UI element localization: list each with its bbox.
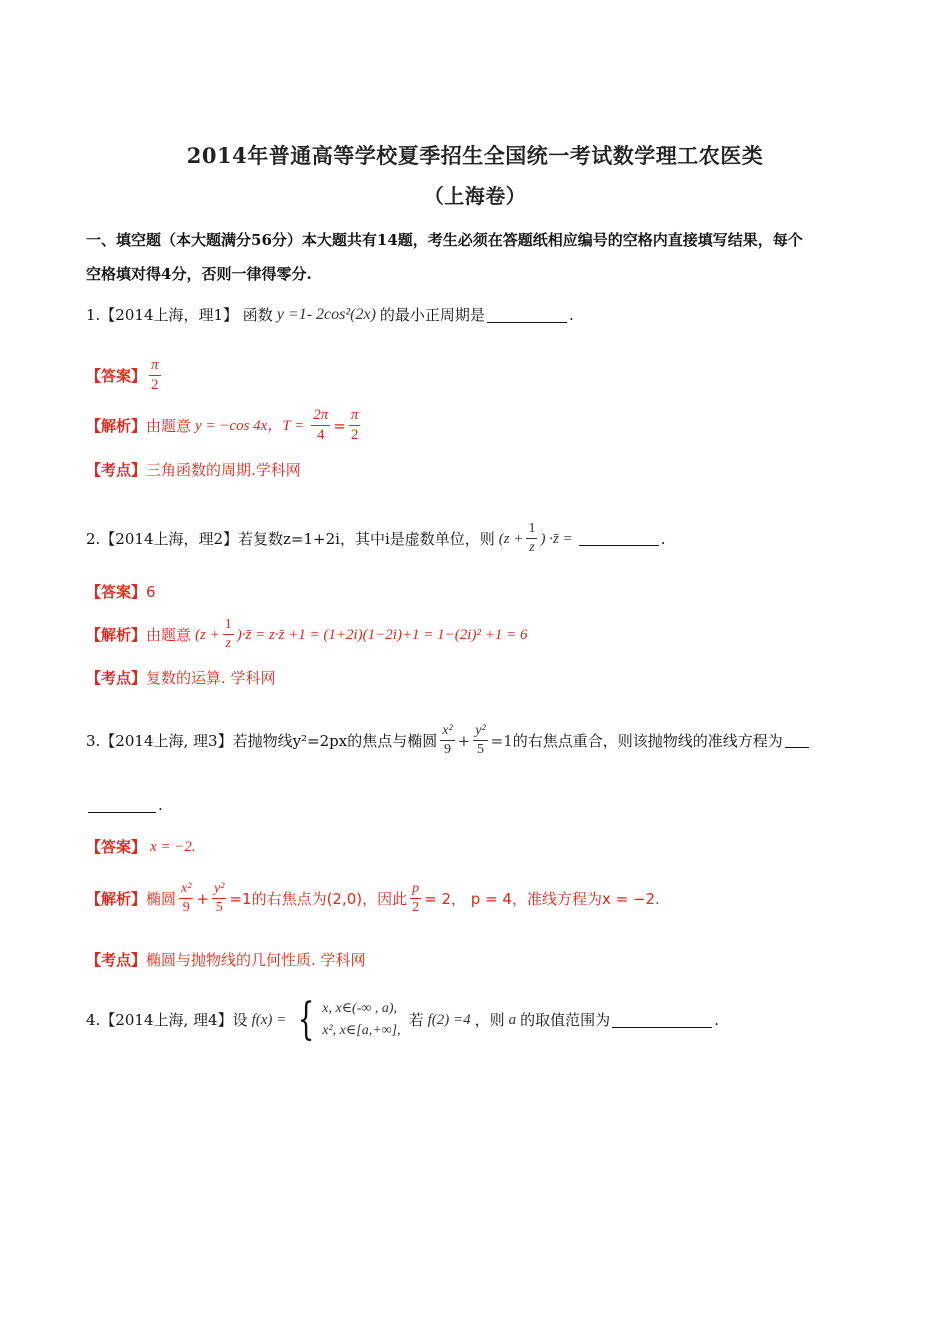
question-3-fraction-1: [440, 724, 454, 757]
analysis-text-2: =1的右焦点为(2,0)，因此: [229, 889, 408, 908]
point-text: 复数的运算. 学科网: [146, 669, 276, 687]
question-3-fraction-2: [473, 724, 487, 757]
answer-tag: 【答案】: [86, 838, 147, 856]
analysis-text: 由题意: [146, 625, 192, 644]
question-1-suffix: 的最小正周期是: [379, 306, 485, 324]
question-4-suffix: 的取值范围为: [520, 1011, 611, 1029]
question-1-analysis: [86, 408, 876, 443]
answer-blank: [579, 531, 659, 546]
question-4: [86, 994, 876, 1045]
fraction-numerator: 1: [526, 522, 537, 539]
fraction-numerator: π: [349, 408, 361, 426]
question-3: [86, 724, 876, 757]
fraction-denominator: 5: [215, 900, 223, 915]
analysis-fraction-3: [410, 882, 421, 915]
question-2-formula-close: ) ·z̄ =: [540, 530, 573, 547]
question-4-then: ，则: [474, 1011, 505, 1029]
fraction-denominator: 2: [412, 900, 420, 915]
fraction-denominator: z: [529, 540, 535, 555]
point-text: 椭圆与抛物线的几何性质. 学科网: [146, 951, 366, 969]
question-4-end: .: [714, 1011, 719, 1029]
point-tag: 【考点】: [86, 461, 147, 479]
fraction-numerator: y²: [473, 724, 487, 741]
analysis-fraction-2: [349, 408, 361, 443]
analysis-fraction: [223, 618, 234, 651]
analysis-plus: +: [196, 889, 210, 908]
answer-fraction: [149, 358, 161, 393]
answer-blank: [785, 733, 809, 748]
fraction-numerator: x²: [440, 724, 454, 741]
answer-blank-cont: [88, 798, 156, 813]
question-4-if: 若: [408, 1011, 424, 1029]
question-3-plus: +: [457, 731, 471, 750]
question-1: [86, 305, 876, 325]
fraction-denominator: 4: [317, 427, 325, 443]
fraction-numerator: 2π: [311, 408, 330, 426]
answer-blank: [612, 1013, 712, 1028]
document-subtitle: （上海卷）: [423, 184, 527, 208]
question-2-fraction: [526, 522, 537, 555]
analysis-text-1: 椭圆: [146, 889, 177, 908]
case-1: x, x∈(-∞ , a),: [322, 1001, 398, 1016]
fraction-numerator: x²: [179, 882, 193, 899]
question-2-point: [86, 668, 876, 688]
question-2-prefix: 2.【2014上海，理2】若复数z=1+2i，其中i是虚数单位，则: [86, 529, 495, 548]
analysis-text: 由题意: [146, 416, 192, 435]
section-header-line1: 一、填空题（本大题满分56分）本大题共有14题，考生必须在答题纸相应编号的空格内直接填写结果，每个: [86, 231, 803, 249]
analysis-text-3: = 2， p = 4，准线方程为x = −2.: [424, 889, 660, 908]
question-4-function: f(x) =: [251, 1012, 287, 1028]
piecewise-cases: [322, 998, 400, 1042]
question-1-point: [86, 460, 876, 480]
question-2-end: .: [660, 529, 666, 548]
question-1-answer: [86, 358, 876, 393]
fraction-numerator: p: [410, 882, 421, 899]
answer-blank: [487, 308, 567, 323]
question-4-variable: a: [508, 1012, 517, 1028]
analysis-formula-rest: )·z̄ = z·z̄ +1 = (1+2i)(1−2i)+1 = 1−(2i)² +1 = 6: [236, 626, 528, 643]
answer-text: 6: [146, 583, 156, 601]
question-3-prefix: 3.【2014上海, 理3】若抛物线y²=2px的焦点与椭圆: [86, 731, 438, 750]
point-text: 三角函数的周期.学科网: [146, 461, 301, 479]
fraction-numerator: y²: [212, 882, 226, 899]
fraction-denominator: 2: [151, 377, 159, 393]
analysis-equals: =: [333, 416, 346, 435]
case-2: x², x∈[a,+∞],: [322, 1023, 401, 1038]
question-3-answer: [86, 837, 876, 857]
document-title: 2014年普通高等学校夏季招生全国统一考试数学理工农医类: [186, 143, 764, 168]
point-tag: 【考点】: [86, 669, 147, 687]
section-header-line2: 空格填对得4分，否则一律得零分.: [86, 265, 312, 283]
answer-text: x = −2.: [150, 839, 196, 855]
question-1-formula: y =1- 2cos²(2x): [276, 306, 376, 323]
answer-tag: 【答案】: [86, 583, 147, 601]
question-3-end: .: [158, 796, 163, 814]
question-4-condition: f(2) =4: [427, 1012, 471, 1028]
question-2: [86, 522, 876, 555]
fraction-denominator: 5: [476, 742, 484, 757]
analysis-tag: 【解析】: [86, 625, 147, 644]
left-brace-symbol: {: [297, 994, 315, 1045]
question-4-prefix: 4.【2014上海, 理4】设: [86, 1011, 248, 1029]
fraction-numerator: 1: [223, 618, 234, 635]
question-2-answer: [86, 582, 876, 602]
analysis-tag: 【解析】: [86, 889, 147, 908]
analysis-fraction: [311, 408, 330, 443]
analysis-tag: 【解析】: [86, 416, 147, 435]
question-3-point: [86, 950, 876, 970]
question-3-cont: [86, 795, 876, 815]
question-2-analysis: [86, 618, 876, 651]
fraction-denominator: z: [225, 636, 231, 651]
question-1-prefix: 1.【2014上海，理1】 函数: [86, 306, 273, 324]
question-3-suffix: 的右焦点重合，则该抛物线的准线方程为: [512, 731, 783, 750]
fraction-denominator: 9: [443, 742, 451, 757]
analysis-fraction-1: [179, 882, 193, 915]
fraction-denominator: 2: [350, 427, 359, 443]
answer-tag: 【答案】: [86, 366, 147, 385]
question-3-equals: =1: [490, 731, 513, 750]
question-1-end: .: [568, 306, 574, 324]
question-3-analysis: [86, 882, 876, 915]
analysis-formula: y = −cos 4x，T =: [195, 417, 305, 434]
analysis-formula-open: (z +: [195, 626, 220, 643]
section-header: [86, 230, 876, 284]
fraction-denominator: 9: [182, 900, 190, 915]
fraction-numerator: π: [149, 358, 161, 376]
analysis-fraction-2: [212, 882, 226, 915]
point-tag: 【考点】: [86, 951, 147, 969]
question-2-formula-open: (z +: [498, 530, 524, 547]
